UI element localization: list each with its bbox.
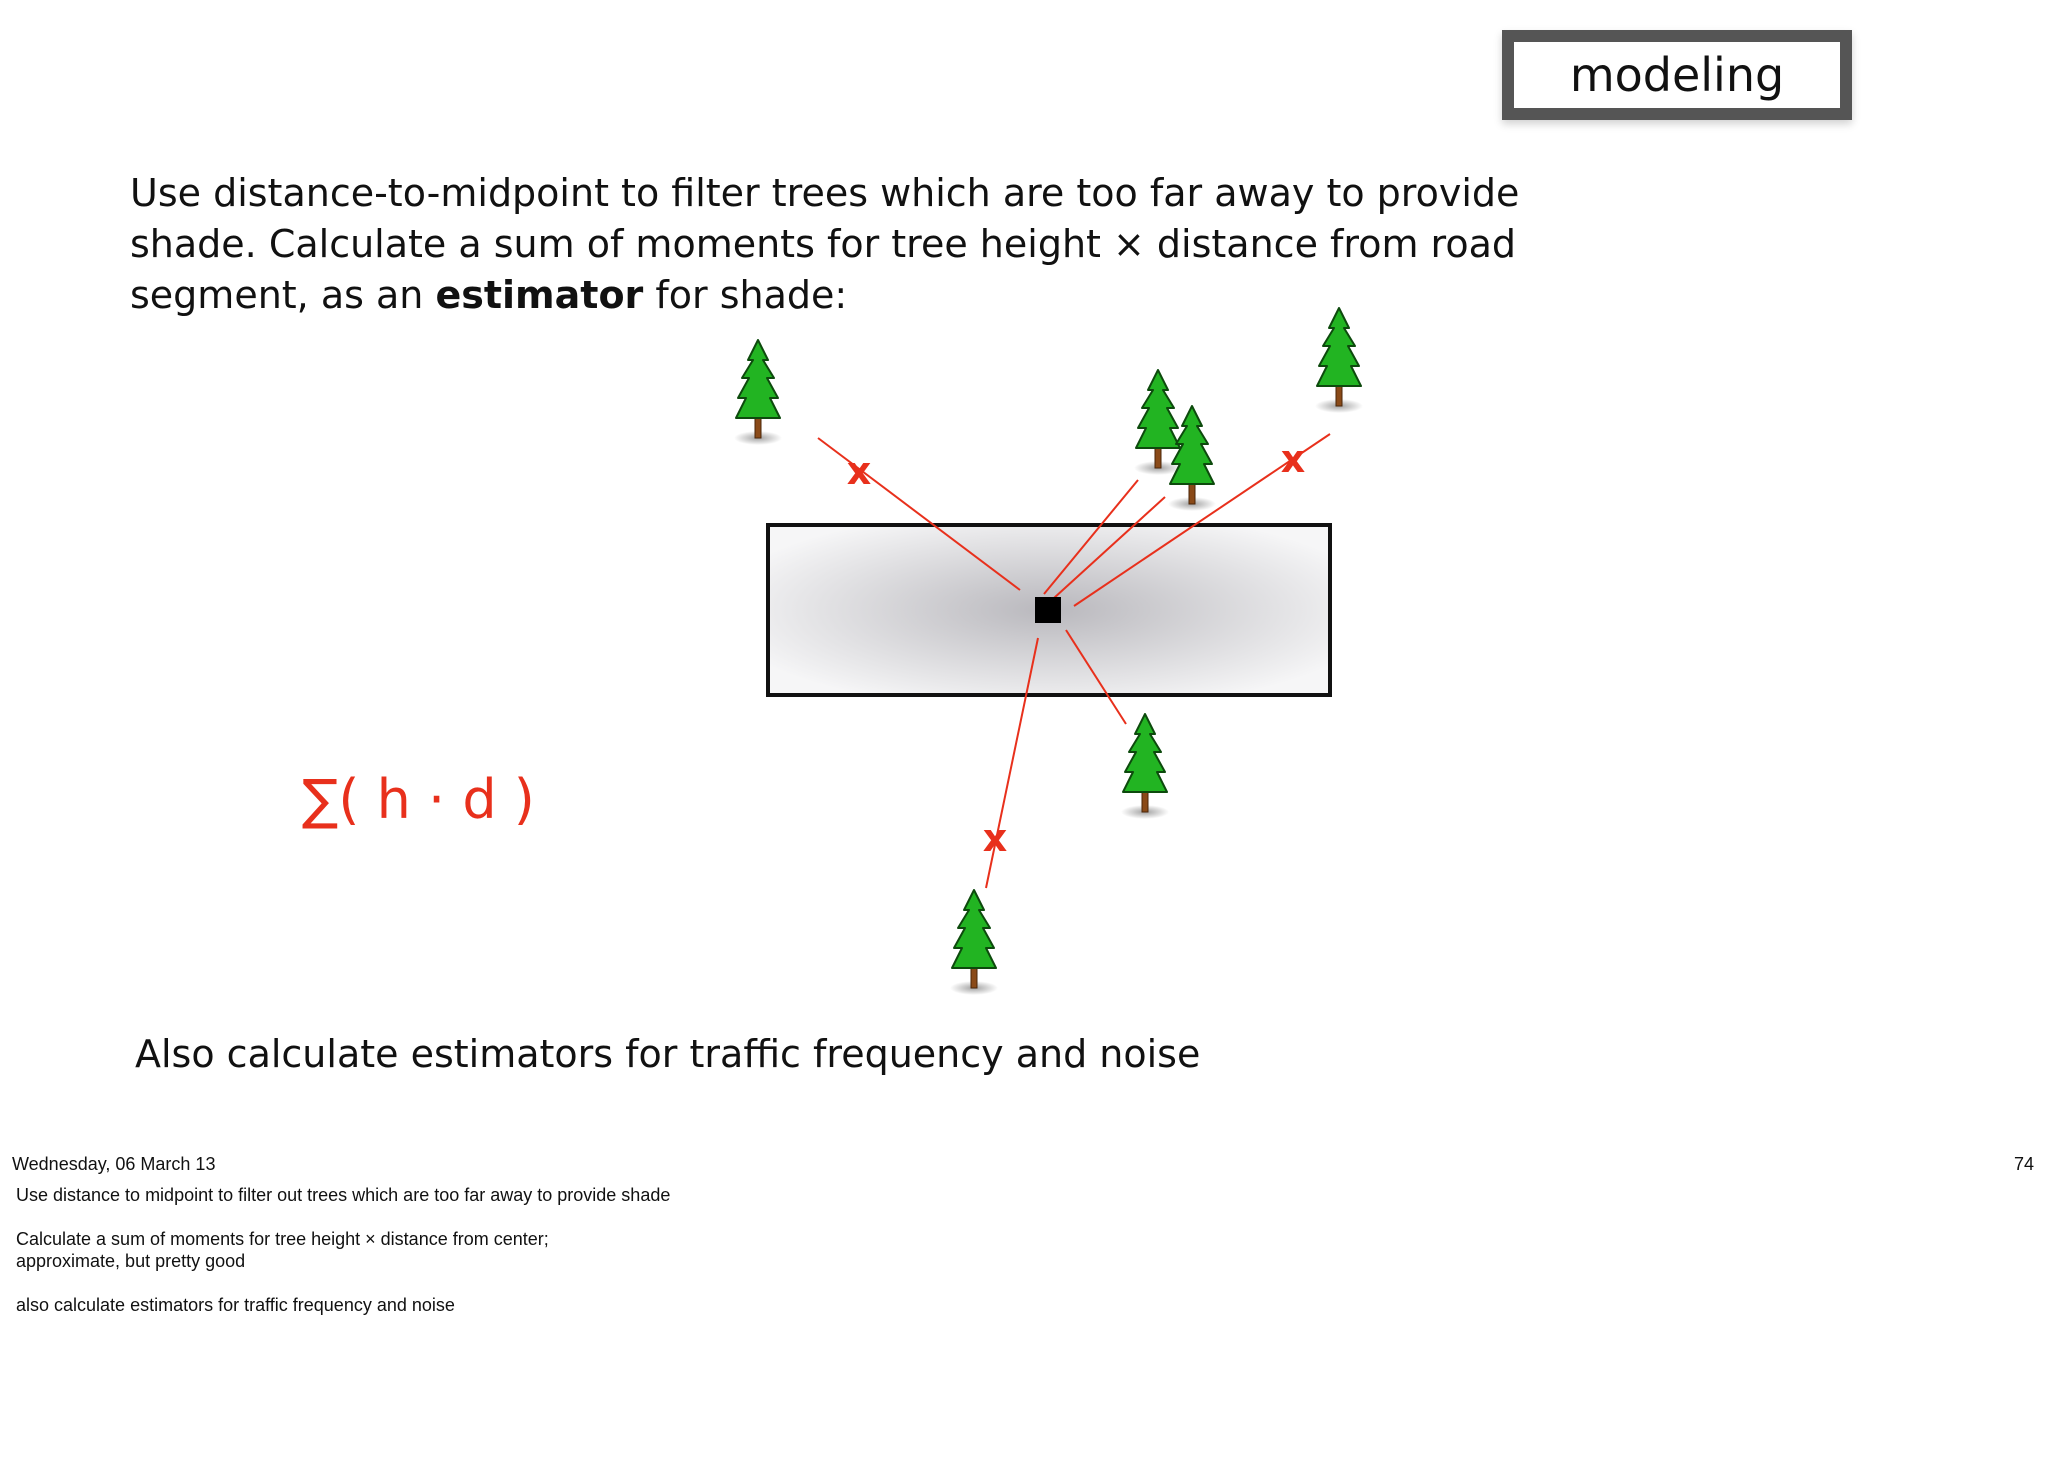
notes-line: also calculate estimators for traffic frequency and noise: [16, 1295, 455, 1315]
intro-text-part1: Use distance-to-midpoint to filter trees which are too far away to provide shade. Calculate a sum of moments for tree height × distance from road segment, as an: [130, 171, 1520, 317]
notes-line: approximate, but pretty good: [16, 1251, 246, 1271]
notes-line: Calculate a sum of moments for tree height × distance from center;: [16, 1229, 549, 1249]
tree-icon: [734, 340, 782, 445]
intro-emphasis: estimator: [435, 273, 644, 317]
section-tag-label: modeling: [1569, 48, 1785, 102]
road-midpoint: [1035, 597, 1061, 623]
notes-line: Use distance to midpoint to filter out trees which are too far away to provide shade: [16, 1185, 671, 1205]
tree-icon: [1121, 714, 1169, 819]
notes-date: Wednesday, 06 March 13: [12, 1154, 216, 1174]
presenter-notes: [0, 1150, 2048, 1475]
tree-icon: [1315, 308, 1363, 413]
exclusion-mark-bottom: x: [982, 816, 1008, 860]
moment-sum-formula: ∑( h · d ): [302, 768, 535, 831]
notes-page-number: 74: [2013, 1154, 2034, 1174]
tree-icon: [950, 890, 998, 995]
exclusion-mark-top-right: x: [1280, 437, 1306, 481]
bottom-statement: Also calculate estimators for traffic frequency and noise: [135, 1032, 1201, 1076]
exclusion-mark-top-left: x: [846, 449, 872, 493]
intro-text-part2: for shade:: [643, 273, 848, 317]
